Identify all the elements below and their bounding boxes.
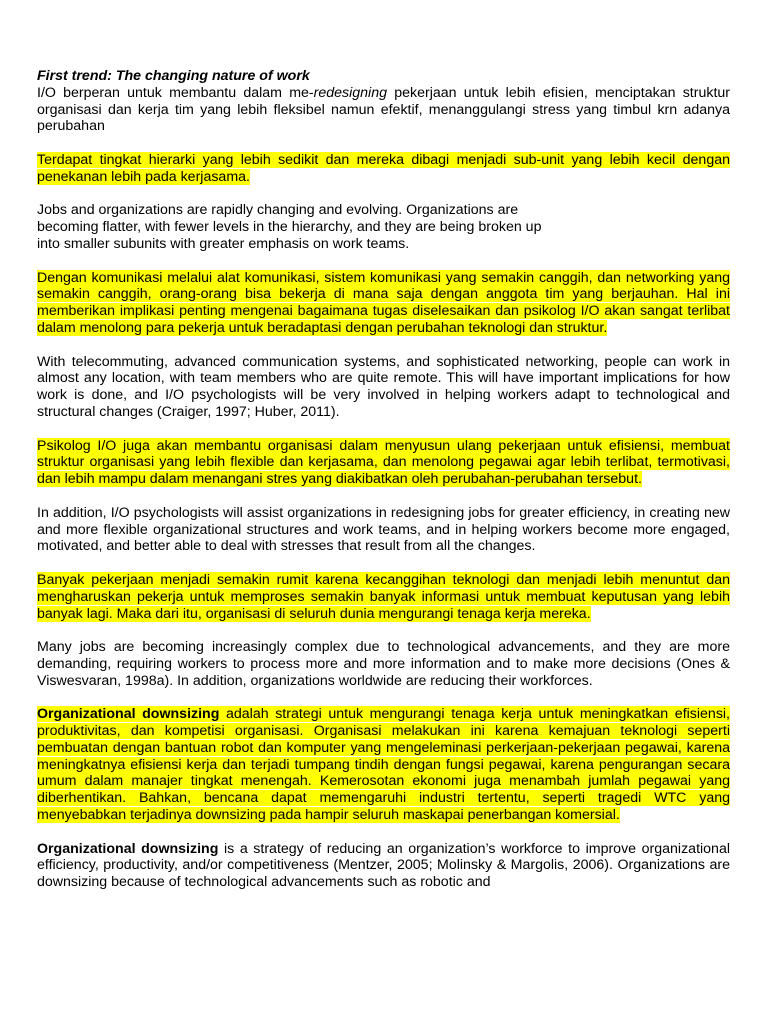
paragraph-id-4 (37, 572, 730, 622)
term-bold: Organizational downsizing (37, 706, 220, 723)
paragraph-en-2: With telecommuting, advanced communication systems, and sophisticated networking, people can work in almost any location, with team members who are quite remote. This will have important implications for how work is done, and I/O psychologists will be very involved in helping workers adapt to technological and structural changes (Craiger, 1997; Huber, 2011). (37, 353, 730, 420)
paragraph-text: is a strategy of reducing an organization’s workforce to improve organizational efficiency, productivity, and/or competitiveness (Mentzer, 2005; Molinsky & Margolis, 2006). Organizations are downsizing because of technological advancements such as robotic and (37, 840, 730, 891)
highlighted-text: Psikolog I/O juga akan membantu organisasi dalam menyusun ulang pekerjaan untuk efisiensi, membuat struktur organisasi yang lebih flexible dan kerjasama, dan menolong pegawai agar lebih terlibat, termotivasi, dan lebih mampu dalam menangani stres yang diakibatkan oleh perubahan-perubahan tersebut. (37, 437, 730, 488)
paragraph-line: Jobs and organizations are rapidly changing and evolving. Organizations are (37, 202, 519, 219)
highlighted-text: Terdapat tingkat hierarki yang lebih sedikit dan mereka dibagi menjadi sub-unit yang lebih kecil dengan penekanan lebih pada kerjasama. (37, 151, 730, 185)
paragraph-en-4: Many jobs are becoming increasingly complex due to technological advancements, and they are more demanding, requiring workers to process more and more information and to make more decisions (Ones & Viswesvaran, 1998a). In addition, organizations worldwide are reducing their workforces. (37, 639, 730, 689)
paragraph-en-1 (37, 202, 730, 252)
highlighted-text: Banyak pekerjaan menjadi semakin rumit karena kecanggihan teknologi dan menjadi lebih menuntut dan mengharuskan pekerja untuk memproses semakin banyak informasi untuk membuat keputusan yang lebih banyak lagi. Maka dari itu, organisasi di seluruh dunia mengurangi tenaga kerja mereka. (37, 571, 730, 622)
paragraph-id-1 (37, 152, 730, 186)
highlighted-text: Dengan komunikasi melalui alat komunikasi, sistem komunikasi yang semakin canggih, dan networking yang semakin canggih, orang-orang bisa bekerja di mana saja dengan anggota tim yang berjauhan. Hal ini memberikan implikasi penting mengenai bagaimana tugas diselesaikan dan psikolog I/O akan sangat terlibat dalam menolong para pekerja untuk beradaptasi dengan perubahan teknologi dan struktur. (37, 269, 730, 336)
paragraph-line: into smaller subunits with greater emphasis on work teams. (37, 235, 410, 252)
paragraph-en-3: In addition, I/O psychologists will assist organizations in redesigning jobs for greater efficiency, in creating new and more flexible organizational structures and work teams, and in helping workers become more engaged, motivated, and better able to deal with stresses that result from all the changes. (37, 504, 730, 555)
paragraph-id-3 (37, 438, 730, 488)
intro-text-italic: redesigning (313, 84, 387, 101)
highlighted-text: adalah strategi untuk mengurangi tenaga kerja untuk meningkatkan efisiensi, produktivitas, dan kompetisi organisasi. Organisasi melakukan ini karena kemajuan teknologi seperti pembuatan dengan bantuan robot dan komputer yang mengeleminasi perkerjaan-pekerjaan pegawai, karena meningkatnya efisiensi kerja dan terjadi tumpang tindih dengan fungsi pegawai, karena pengurangan secara umum dalam manajer tingkat menengah. Kemerosotan ekonomi juga menambah jumlah pegawai yang diberhentikan. Bahkan, bencana dapat memengaruhi industri tertentu, seperti tragedi WTC yang menyebabkan terjadinya downsizing pada hampir seluruh maskapai penerbangan komersial. (37, 706, 731, 824)
section-title: First trend: The changing nature of work (37, 68, 310, 84)
intro-text-pre: I/O berperan untuk membantu dalam me- (37, 84, 314, 101)
section-intro (37, 68, 730, 135)
intro-text-post: pekerjaan untuk lebih efisien, menciptakan struktur organisasi dan kerja tim yang lebih fleksibel namun efektif, menanggulangi stress yang timbul krn adanya perubahan (37, 84, 730, 135)
paragraph-line: becoming flatter, with fewer levels in the hierarchy, and they are being broken up (37, 219, 542, 236)
term-bold: Organizational downsizing (37, 840, 219, 857)
paragraph-id-5 (37, 706, 730, 824)
paragraph-en-5 (37, 841, 730, 891)
paragraph-id-2 (37, 270, 730, 337)
